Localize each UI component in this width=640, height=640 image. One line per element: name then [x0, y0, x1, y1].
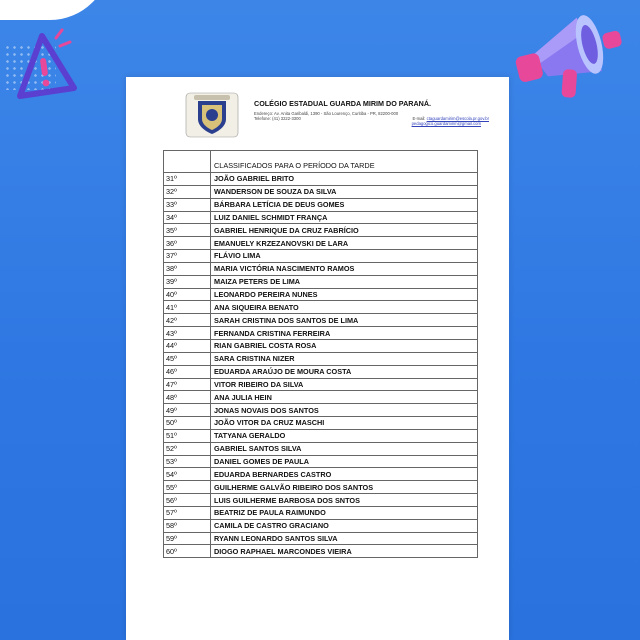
- student-name: MARIA VICTÓRIA NASCIMENTO RAMOS: [211, 262, 478, 275]
- student-name: EMANUELY KRZEZANOVSKI DE LARA: [211, 237, 478, 250]
- rank-position: 32º: [164, 185, 211, 198]
- rank-position: 39º: [164, 275, 211, 288]
- table-row: [164, 468, 478, 481]
- email-label: E-mail:: [412, 116, 426, 122]
- school-logo: [184, 91, 240, 139]
- student-name: LUIZ DANIEL SCHMIDT FRANÇA: [211, 211, 478, 224]
- table-row: [164, 211, 478, 224]
- table-row: [164, 404, 478, 417]
- student-name: TATYANA GERALDO: [211, 429, 478, 442]
- table-header: CLASSIFICADOS PARA O PERÍODO DA TARDE: [211, 151, 478, 173]
- rank-position: 56º: [164, 494, 211, 507]
- student-name: DIOGO RAPHAEL MARCONDES VIEIRA: [211, 545, 478, 558]
- rank-position: 49º: [164, 404, 211, 417]
- student-name: JONAS NOVAIS DOS SANTOS: [211, 404, 478, 417]
- rank-position: 36º: [164, 237, 211, 250]
- rank-position: 35º: [164, 224, 211, 237]
- table-row: [164, 442, 478, 455]
- table-row: [164, 545, 478, 558]
- rank-position: 48º: [164, 391, 211, 404]
- rank-position: 38º: [164, 262, 211, 275]
- table-header-row: [164, 151, 478, 173]
- table-row: [164, 301, 478, 314]
- table-row: [164, 339, 478, 352]
- rank-position: 34º: [164, 211, 211, 224]
- email-link-1[interactable]: ctaguardamirim@escola.pr.gov.br: [426, 116, 489, 122]
- student-name: WANDERSON DE SOUZA DA SILVA: [211, 185, 478, 198]
- rank-position: 57º: [164, 506, 211, 519]
- rank-position: 37º: [164, 250, 211, 263]
- rank-position: 50º: [164, 417, 211, 430]
- rank-position: 33º: [164, 198, 211, 211]
- rank-position: 42º: [164, 314, 211, 327]
- student-name: CAMILA DE CASTRO GRACIANO: [211, 519, 478, 532]
- school-address: [254, 111, 489, 127]
- header-empty-cell: [164, 151, 211, 173]
- table-row: [164, 198, 478, 211]
- student-name: LEONARDO PEREIRA NUNES: [211, 288, 478, 301]
- student-name: RIAN GABRIEL COSTA ROSA: [211, 339, 478, 352]
- student-name: SARA CRISTINA NIZER: [211, 352, 478, 365]
- table-row: [164, 352, 478, 365]
- document-page: [126, 77, 509, 640]
- table-row: [164, 327, 478, 340]
- table-row: [164, 455, 478, 468]
- table-row: [164, 519, 478, 532]
- table-row: [164, 429, 478, 442]
- student-name: EDUARDA BERNARDES CASTRO: [211, 468, 478, 481]
- student-name: VITOR RIBEIRO DA SILVA: [211, 378, 478, 391]
- table-row: [164, 532, 478, 545]
- school-name: COLÉGIO ESTADUAL GUARDA MIRIM DO PARANÁ.: [254, 99, 432, 108]
- table-row: [164, 288, 478, 301]
- student-name: ANA JULIA HEIN: [211, 391, 478, 404]
- student-name: SARAH CRISTINA DOS SANTOS DE LIMA: [211, 314, 478, 327]
- rank-position: 47º: [164, 378, 211, 391]
- table-row: [164, 185, 478, 198]
- rank-position: 40º: [164, 288, 211, 301]
- classification-table: [163, 150, 478, 558]
- student-name: FLÁVIO LIMA: [211, 250, 478, 263]
- table-row: [164, 506, 478, 519]
- rank-position: 31º: [164, 173, 211, 186]
- rank-position: 43º: [164, 327, 211, 340]
- student-name: MAIZA PETERS DE LIMA: [211, 275, 478, 288]
- rank-position: 60º: [164, 545, 211, 558]
- document-header: [184, 91, 489, 141]
- student-name: RYANN LEONARDO SANTOS SILVA: [211, 532, 478, 545]
- table-row: [164, 378, 478, 391]
- student-name: FERNANDA CRISTINA FERREIRA: [211, 327, 478, 340]
- student-name: BÁRBARA LETÍCIA DE DEUS GOMES: [211, 198, 478, 211]
- student-name: LUIS GUILHERME BARBOSA DOS SNTOS: [211, 494, 478, 507]
- address-line: Endereço: Av. Anita Garibaldi, 1390 - São Lourenço, Curitiba - PR, 82200-000: [254, 111, 399, 116]
- rank-position: 55º: [164, 481, 211, 494]
- rank-position: 53º: [164, 455, 211, 468]
- table-row: [164, 237, 478, 250]
- table-row: [164, 365, 478, 378]
- table-row: [164, 250, 478, 263]
- rank-position: 59º: [164, 532, 211, 545]
- table-row: [164, 494, 478, 507]
- table-row: [164, 314, 478, 327]
- student-name: ANA SIQUEIRA BENATO: [211, 301, 478, 314]
- table-row: [164, 275, 478, 288]
- rank-position: 46º: [164, 365, 211, 378]
- rank-position: 51º: [164, 429, 211, 442]
- table-row: [164, 417, 478, 430]
- rank-position: 41º: [164, 301, 211, 314]
- table-row: [164, 391, 478, 404]
- email-link-2[interactable]: pedagogico.guardamirim@gmail.com: [411, 121, 481, 127]
- corner-shape: [0, 0, 110, 20]
- table-row: [164, 481, 478, 494]
- student-name: EDUARDA ARAÚJO DE MOURA COSTA: [211, 365, 478, 378]
- megaphone-icon: [494, 8, 634, 108]
- student-name: GABRIEL HENRIQUE DA CRUZ FABRÍCIO: [211, 224, 478, 237]
- warning-triangle-icon: [8, 22, 84, 106]
- student-name: BEATRIZ DE PAULA RAIMUNDO: [211, 506, 478, 519]
- student-name: DANIEL GOMES DE PAULA: [211, 455, 478, 468]
- table-row: [164, 224, 478, 237]
- student-name: GABRIEL SANTOS SILVA: [211, 442, 478, 455]
- phone-text: Telefone: (41) 3222-3300: [254, 116, 301, 122]
- student-name: GUILHERME GALVÃO RIBEIRO DOS SANTOS: [211, 481, 478, 494]
- rank-position: 44º: [164, 339, 211, 352]
- table-row: [164, 262, 478, 275]
- rank-position: 58º: [164, 519, 211, 532]
- rank-position: 52º: [164, 442, 211, 455]
- student-name: JOÃO GABRIEL BRITO: [211, 173, 478, 186]
- student-name: JOÃO VITOR DA CRUZ MASCHI: [211, 417, 478, 430]
- rank-position: 45º: [164, 352, 211, 365]
- table-row: [164, 173, 478, 186]
- rank-position: 54º: [164, 468, 211, 481]
